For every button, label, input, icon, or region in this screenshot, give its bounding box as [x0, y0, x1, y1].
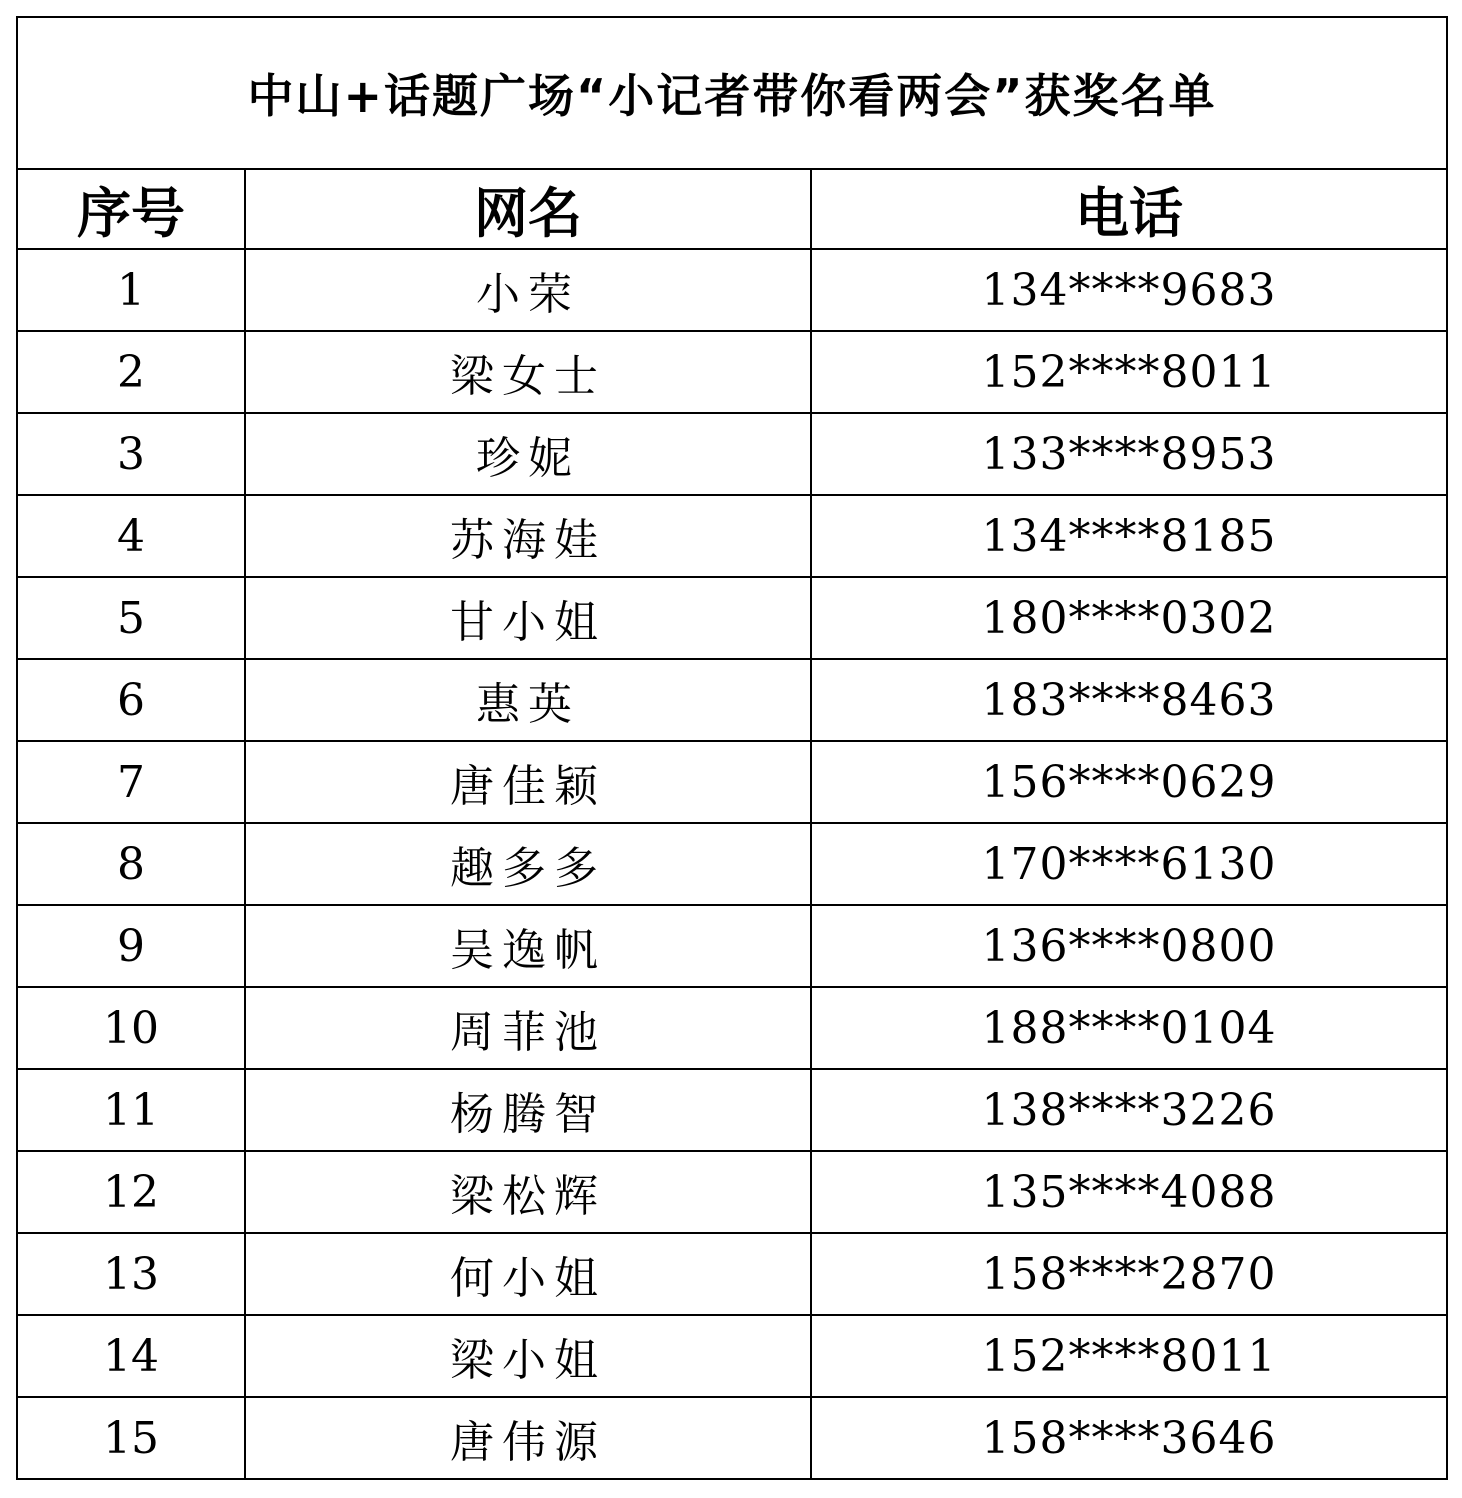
- index-cell: 3: [17, 413, 245, 495]
- index-cell: 4: [17, 495, 245, 577]
- phone-cell: 158****3646: [811, 1397, 1447, 1479]
- title-row: [17, 17, 1447, 169]
- table-title: 中山+话题广场“小记者带你看两会”获奖名单: [17, 17, 1447, 169]
- name-cell: 梁小姐: [245, 1315, 811, 1397]
- phone-cell: 170****6130: [811, 823, 1447, 905]
- name-cell: 小荣: [245, 249, 811, 331]
- phone-cell: 188****0104: [811, 987, 1447, 1069]
- phone-cell: 134****9683: [811, 249, 1447, 331]
- name-cell: 唐伟源: [245, 1397, 811, 1479]
- table-row: [17, 905, 1447, 987]
- header-row: [17, 169, 1447, 249]
- header-index: 序号: [17, 169, 245, 249]
- name-cell: 梁松辉: [245, 1151, 811, 1233]
- table-row: [17, 659, 1447, 741]
- table-row: [17, 413, 1447, 495]
- index-cell: 7: [17, 741, 245, 823]
- name-cell: 珍妮: [245, 413, 811, 495]
- phone-cell: 134****8185: [811, 495, 1447, 577]
- index-cell: 5: [17, 577, 245, 659]
- phone-cell: 152****8011: [811, 1315, 1447, 1397]
- phone-cell: 158****2870: [811, 1233, 1447, 1315]
- phone-cell: 156****0629: [811, 741, 1447, 823]
- table-row: [17, 331, 1447, 413]
- index-cell: 12: [17, 1151, 245, 1233]
- index-cell: 14: [17, 1315, 245, 1397]
- phone-cell: 136****0800: [811, 905, 1447, 987]
- table-row: [17, 987, 1447, 1069]
- phone-cell: 135****4088: [811, 1151, 1447, 1233]
- name-cell: 惠英: [245, 659, 811, 741]
- table-body: [17, 17, 1447, 1479]
- name-cell: 甘小姐: [245, 577, 811, 659]
- name-cell: 吴逸帆: [245, 905, 811, 987]
- header-name: 网名: [245, 169, 811, 249]
- phone-cell: 133****8953: [811, 413, 1447, 495]
- winners-table: [16, 16, 1448, 1480]
- table-row: [17, 1151, 1447, 1233]
- name-cell: 杨腾智: [245, 1069, 811, 1151]
- table-row: [17, 1397, 1447, 1479]
- index-cell: 8: [17, 823, 245, 905]
- table-row: [17, 1315, 1447, 1397]
- table-row: [17, 741, 1447, 823]
- phone-cell: 152****8011: [811, 331, 1447, 413]
- phone-cell: 180****0302: [811, 577, 1447, 659]
- index-cell: 6: [17, 659, 245, 741]
- name-cell: 趣多多: [245, 823, 811, 905]
- index-cell: 1: [17, 249, 245, 331]
- name-cell: 唐佳颖: [245, 741, 811, 823]
- name-cell: 何小姐: [245, 1233, 811, 1315]
- phone-cell: 183****8463: [811, 659, 1447, 741]
- index-cell: 9: [17, 905, 245, 987]
- name-cell: 梁女士: [245, 331, 811, 413]
- table-row: [17, 495, 1447, 577]
- table-row: [17, 823, 1447, 905]
- name-cell: 苏海娃: [245, 495, 811, 577]
- table-row: [17, 1233, 1447, 1315]
- table-row: [17, 249, 1447, 331]
- index-cell: 11: [17, 1069, 245, 1151]
- header-phone: 电话: [811, 169, 1447, 249]
- table-row: [17, 577, 1447, 659]
- index-cell: 15: [17, 1397, 245, 1479]
- name-cell: 周菲池: [245, 987, 811, 1069]
- index-cell: 10: [17, 987, 245, 1069]
- index-cell: 2: [17, 331, 245, 413]
- table-row: [17, 1069, 1447, 1151]
- index-cell: 13: [17, 1233, 245, 1315]
- phone-cell: 138****3226: [811, 1069, 1447, 1151]
